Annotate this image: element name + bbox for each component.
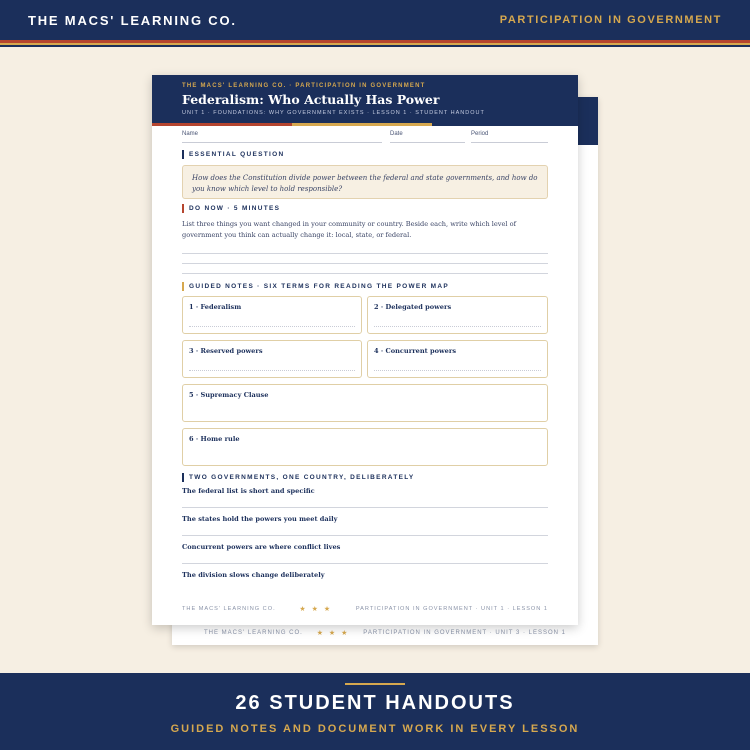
- term-name: 1 · Federalism: [189, 303, 242, 311]
- back-footer-stars: ★ ★ ★: [316, 630, 350, 637]
- do-now-section: [182, 204, 548, 241]
- claim-text: The states hold the powers you meet daily: [182, 515, 338, 523]
- claim-answer-line[interactable]: [182, 535, 548, 536]
- term-box-federalism[interactable]: [182, 296, 362, 334]
- answer-line[interactable]: [182, 273, 548, 274]
- period-line[interactable]: [471, 142, 548, 143]
- date-line[interactable]: [390, 142, 465, 143]
- term-name: 2 · Delegated powers: [374, 303, 452, 311]
- footer-stars: ★ ★ ★: [299, 606, 333, 613]
- two-governments-label: TWO GOVERNMENTS, ONE COUNTRY, DELIBERATELY: [182, 473, 548, 482]
- claim-text: The division slows change deliberately: [182, 571, 325, 579]
- term-answer-line: [374, 370, 541, 371]
- date-label: Date: [390, 131, 403, 137]
- handout-subtitle: UNIT 1 · FOUNDATIONS: WHY GOVERNMENT EXISTS · LESSON 1 · STUDENT HANDOUT: [182, 110, 485, 116]
- answer-line[interactable]: [182, 263, 548, 264]
- handout-kicker: THE MACS' LEARNING CO. · PARTICIPATION IN GOVERNMENT: [182, 83, 426, 89]
- answer-line[interactable]: [182, 253, 548, 254]
- name-line[interactable]: [182, 142, 382, 143]
- back-sheet-footer: [172, 629, 598, 637]
- term-name: 3 · Reserved powers: [189, 347, 263, 355]
- term-name: 5 · Supremacy Clause: [189, 391, 269, 399]
- term-name: 4 · Concurrent powers: [374, 347, 457, 355]
- claim-text: Concurrent powers are where conflict lives: [182, 543, 341, 551]
- essential-question-section: [182, 150, 548, 199]
- claim-item: [182, 571, 548, 579]
- name-label: Name: [182, 131, 199, 137]
- footer-course: PARTICIPATION IN GOVERNMENT · UNIT 1 · LESSON 1: [355, 606, 548, 612]
- term-box-concurrent-powers[interactable]: [367, 340, 548, 378]
- claim-item: [182, 543, 548, 551]
- header-stripes: [0, 40, 750, 47]
- term-box-supremacy-clause[interactable]: [182, 384, 548, 422]
- term-name: 6 · Home rule: [189, 435, 240, 443]
- handout-page: [152, 75, 578, 625]
- handout-header: [152, 75, 578, 123]
- footer-brand: THE MACS' LEARNING CO.: [182, 606, 276, 612]
- claim-item: [182, 515, 548, 523]
- course-name: PARTICIPATION IN GOVERNMENT: [499, 14, 722, 26]
- claim-item: [182, 487, 548, 495]
- tagline: GUIDED NOTES AND DOCUMENT WORK IN EVERY LESSON: [170, 723, 580, 735]
- term-box-delegated-powers[interactable]: [367, 296, 548, 334]
- period-label: Period: [471, 131, 489, 137]
- term-answer-line: [189, 326, 355, 327]
- essential-question-box: How does the Constitution divide power between the federal and state governments, and how do you know which level to hold responsible?: [182, 165, 548, 199]
- claim-answer-line[interactable]: [182, 507, 548, 508]
- term-answer-line: [374, 326, 541, 327]
- handout-header-stripe: [152, 123, 578, 126]
- do-now-prompt: List three things you want changed in your community or country. Beside each, write which level of government you think can actually change it: local, state, or federal.: [182, 220, 517, 239]
- claim-text: The federal list is short and specific: [182, 487, 315, 495]
- essential-question-label: ESSENTIAL QUESTION: [182, 150, 548, 159]
- term-box-home-rule[interactable]: [182, 428, 548, 466]
- do-now-label: DO NOW · 5 MINUTES: [182, 204, 548, 213]
- brand-name: THE MACS' LEARNING CO.: [28, 12, 237, 28]
- gold-divider: [345, 683, 405, 685]
- top-banner: [0, 0, 750, 40]
- guided-notes-label: GUIDED NOTES · SIX TERMS FOR READING THE POWER MAP: [182, 282, 548, 291]
- handout-title: Federalism: Who Actually Has Power: [182, 92, 440, 107]
- headline: 26 STUDENT HANDOUTS: [235, 692, 515, 714]
- handout-footer: [182, 605, 548, 613]
- two-governments-section: [182, 473, 548, 482]
- term-answer-line: [189, 370, 355, 371]
- back-footer-course: PARTICIPATION IN GOVERNMENT · UNIT 3 · LESSON 1: [363, 630, 566, 636]
- bottom-banner: [0, 673, 750, 750]
- back-footer-brand: THE MACS' LEARNING CO.: [204, 630, 303, 636]
- claim-answer-line[interactable]: [182, 563, 548, 564]
- student-info-row: [182, 131, 548, 145]
- term-box-reserved-powers[interactable]: [182, 340, 362, 378]
- guided-notes-section: [182, 282, 548, 291]
